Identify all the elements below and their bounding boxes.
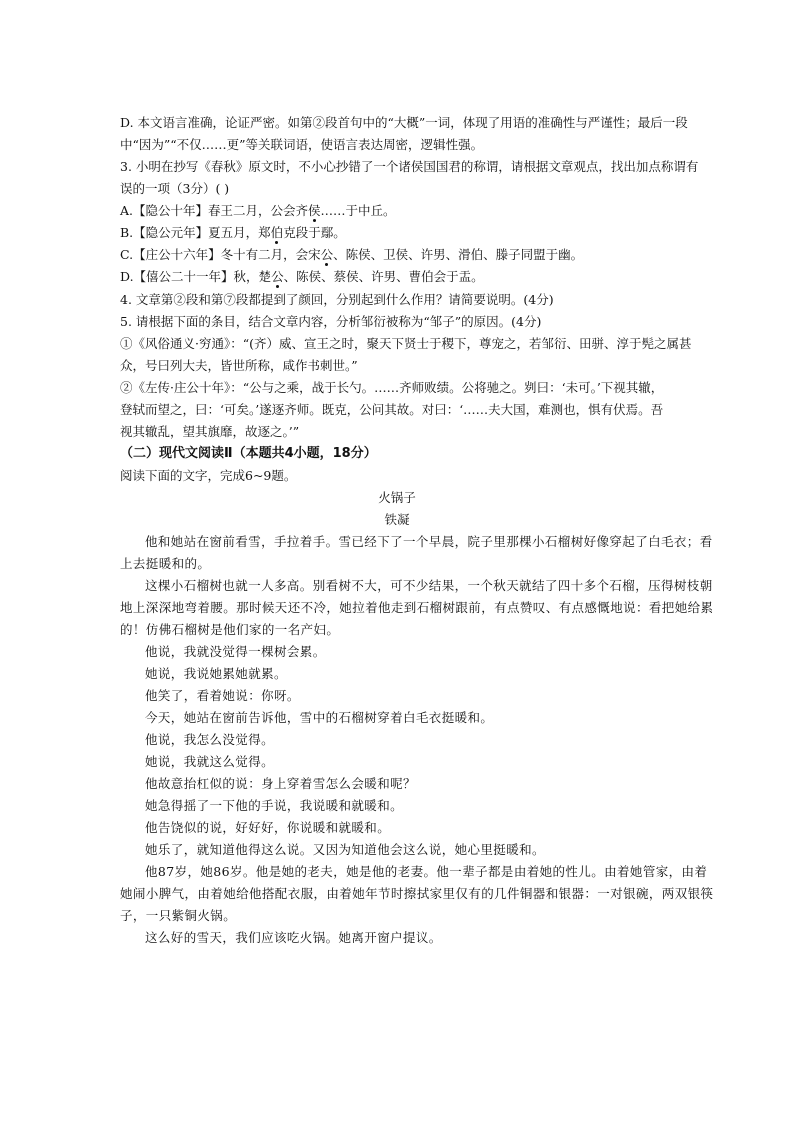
q5-item1-line1: ①《风俗通义·穷通》：“(齐）威、宣王之时，聚天下贤士于稷下，尊宠之，若邹衍、田骈、淳于髡之属甚 — [120, 336, 692, 351]
story-p14: 这么好的雪天，我们应该吃火锅。她离开窗户提议。 — [145, 930, 442, 945]
story-title: 火锅子 — [378, 490, 416, 505]
story-p3: 他说，我就没觉得一棵树会累。 — [145, 644, 326, 659]
q3-stem-line2: 误的一项（3分）( ) — [120, 181, 230, 196]
q3-option-c-pre: C.【庄公十六年】冬十有二月，会宋 — [120, 247, 321, 262]
story-p13-line2: 她闹小脾气，由着她给他搭配衣服，由着她年节时擦拭家里仅有的几件铜器和银器：一对银碗，两双银筷 — [120, 886, 714, 901]
section-instruction: 阅读下面的文字，完成6~9题。 — [120, 468, 297, 483]
story-p1-line2: 上去挺暖和的。 — [120, 556, 211, 571]
q3-option-d-pre: D.【僖公二十一年】秋，楚 — [120, 269, 272, 284]
q3-option-c — [120, 247, 583, 263]
story-p13-line3: 子，一只紫铜火锅。 — [120, 908, 237, 923]
story-p7: 他说，我怎么没觉得。 — [145, 732, 275, 747]
q3-stem-line1: 3. 小明在抄写《春秋》原文时，不小心抄错了一个诸侯国国君的称谓，请根据文章观点，找出加点称谓有 — [120, 159, 699, 174]
q3-option-d — [120, 269, 484, 285]
q3-option-a-pre: A.【隐公十年】春王二月，公会齐 — [120, 203, 309, 218]
story-p6: 今天，她站在窗前告诉他，雪中的石榴树穿着白毛衣挺暖和。 — [145, 710, 494, 725]
q3-option-d-dotted: 公 — [271, 269, 284, 284]
story-p2-line1: 这棵小石榴树也就一人多高。别看树不大，可不少结果，一个秋天就结了四十多个石榴，压得树枝朝 — [145, 578, 713, 593]
story-p9: 他故意抬杠似的说：身上穿着雪怎么会暖和呢？ — [145, 776, 416, 791]
q3-option-b — [120, 225, 346, 241]
q3-option-b-pre: B.【隐公元年】夏五月，郑 — [120, 225, 271, 240]
q3-option-c-post: 、陈侯、卫侯、许男、滑伯、滕子同盟于幽。 — [333, 247, 584, 262]
story-p8: 她说，我就这么觉得。 — [145, 754, 275, 769]
q3-option-a — [120, 203, 396, 219]
section-heading: （二）现代文阅读Ⅱ（本题共4小题，18分） — [120, 446, 377, 461]
q5-item1-line2: 众，号曰列大夫，皆世所称，咸作书刺世。” — [120, 358, 358, 373]
q2-option-d-line2: 中“因为”“不仅……更”等关联词语，使语言表达周密，逻辑性强。 — [120, 137, 484, 152]
q3-option-a-post: ……于中丘。 — [320, 203, 396, 218]
story-p2-line3: 的！仿佛石榴树是他们家的一名产妇。 — [120, 622, 340, 637]
story-p13-line1: 他87岁，她86岁。他是她的老夫，她是他的老妻。他一辈子都是由着她的性儿。由着她管家，由着 — [145, 864, 708, 879]
story-p10: 她急得摇了一下他的手说，我说暖和就暖和。 — [145, 798, 404, 813]
q5-stem: 5. 请根据下面的条目，结合文章内容，分析邹衍被称为“邹子”的原因。(4分) — [120, 314, 542, 329]
q4-text: 4. 文章第②段和第⑦段都提到了颜回，分别起到什么作用？请简要说明。(4分) — [120, 292, 554, 307]
story-p11: 他告饶似的说，好好好，你说暖和就暖和。 — [145, 820, 391, 835]
q5-item2-line2: 登轼而望之，曰：‘可矣。’遂逐齐师。既克，公问其故。对曰：‘……夫大国，难测也，惧有伏焉。吾 — [120, 402, 664, 417]
q5-item2-line3: 视其辙乱，望其旗靡，故逐之。’” — [120, 424, 300, 439]
q3-option-b-post: 克段于鄢。 — [283, 225, 346, 240]
story-p5: 他笑了，看着她说：你呀。 — [145, 688, 300, 703]
q3-option-c-dotted: 公 — [320, 247, 334, 262]
q3-option-b-dotted: 伯 — [270, 225, 284, 240]
story-p1-line1: 他和她站在窗前看雪，手拉着手。雪已经下了一个早晨，院子里那棵小石榴树好像穿起了白毛衣；看 — [145, 534, 713, 549]
q2-option-d-line1: D. 本文语言准确，论证严密。如第②段首句中的“大概”一词，体现了用语的准确性与严谨性；最后一段 — [120, 115, 688, 130]
story-p4: 她说，我说她累她就累。 — [145, 666, 287, 681]
story-p12: 她乐了，就知道他得这么说。又因为知道他会这么说，她心里挺暖和。 — [145, 842, 545, 857]
story-p2-line2: 地上深深地弯着腰。那时候天还不冷，她拉着他走到石榴树跟前，有点赞叹、有点感慨地说：看把她给累 — [120, 600, 714, 615]
q3-option-d-post: 、陈侯、蔡侯、许男、曹伯会于盂。 — [283, 269, 484, 284]
q3-option-a-dotted: 侯 — [308, 203, 321, 218]
q5-item2-line1: ②《左传·庄公十年》：“公与之乘，战于长勺。……齐师败绩。公将驰之。刿曰：‘未可。’下视其辙， — [120, 380, 664, 395]
story-author: 铁凝 — [384, 512, 410, 527]
